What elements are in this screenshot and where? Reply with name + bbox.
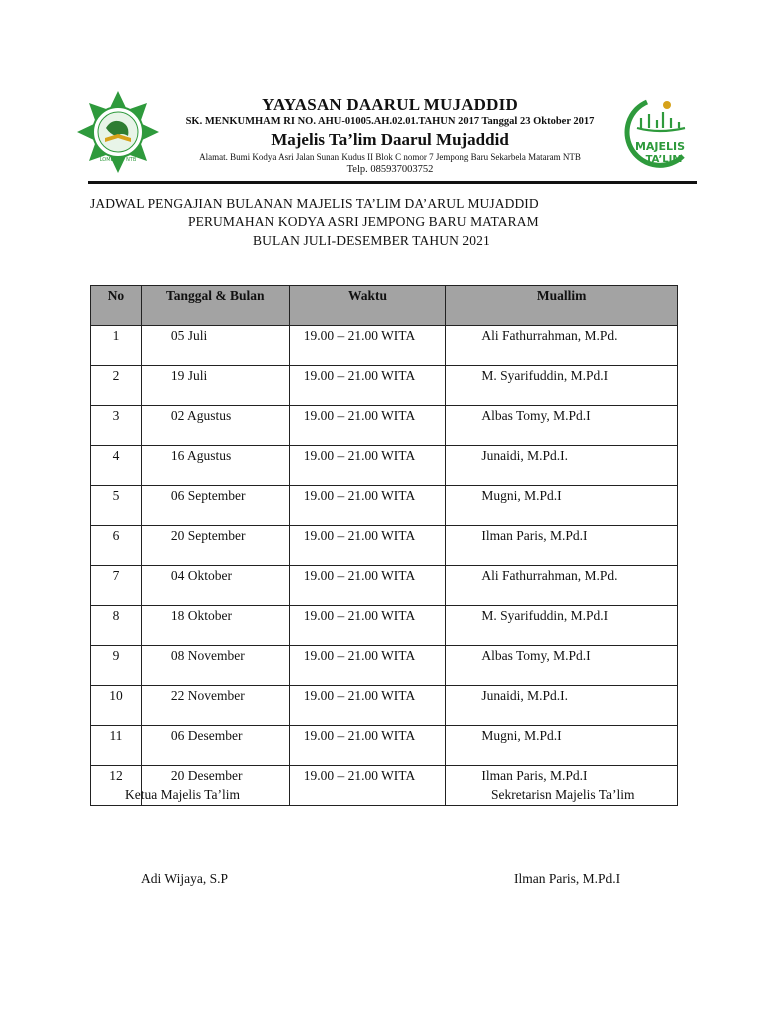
cell-teacher: Junaidi, M.Pd.I. — [446, 446, 678, 486]
yayasan-logo — [76, 90, 160, 174]
document-title-line-2: PERUMAHAN KODYA ASRI JEMPONG BARU MATARAM — [188, 214, 539, 229]
majelis-logo-text-2: TA’LIM — [645, 154, 683, 165]
cell-teacher: Albas Tomy, M.Pd.I — [446, 406, 678, 446]
cell-time: 19.00 – 21.00 WITA — [289, 406, 446, 446]
table-row — [91, 726, 678, 766]
cell-time: 19.00 – 21.00 WITA — [289, 326, 446, 366]
cell-teacher: Ilman Paris, M.Pd.I — [446, 766, 678, 806]
cell-teacher: M. Syarifuddin, M.Pd.I — [446, 606, 678, 646]
cell-teacher: Albas Tomy, M.Pd.I — [446, 646, 678, 686]
schedule-table — [90, 285, 678, 806]
cell-teacher: Ilman Paris, M.Pd.I — [446, 526, 678, 566]
cell-time: 19.00 – 21.00 WITA — [289, 566, 446, 606]
org-phone: Telp. 085937003752 — [346, 164, 434, 175]
chairman-name: Adi Wijaya, S.P — [141, 871, 228, 886]
org-name: YAYASAN DAARUL MUJADDID — [262, 95, 518, 114]
cell-teacher: Ali Fathurrahman, M.Pd. — [446, 566, 678, 606]
cell-time: 19.00 – 21.00 WITA — [289, 686, 446, 726]
cell-no: 5 — [91, 486, 142, 526]
cell-date: 19 Juli — [141, 366, 289, 406]
cell-teacher: Mugni, M.Pd.I — [446, 486, 678, 526]
table-row — [91, 606, 678, 646]
cell-time: 19.00 – 21.00 WITA — [289, 446, 446, 486]
cell-no: 1 — [91, 326, 142, 366]
cell-no: 9 — [91, 646, 142, 686]
table-row — [91, 486, 678, 526]
table-row — [91, 646, 678, 686]
secretary-title: Sekretarisn Majelis Ta’lim — [491, 787, 635, 802]
cell-time: 19.00 – 21.00 WITA — [289, 726, 446, 766]
yayasan-logo-text: LOMBOK - NTB — [99, 157, 137, 163]
org-sk-number: SK. MENKUMHAM RI NO. AHU-01005.AH.02.01.TAHUN 2017 Tanggal 23 Oktober 2017 — [185, 116, 595, 127]
cell-no: 12 — [91, 766, 142, 806]
table-row — [91, 406, 678, 446]
cell-teacher: M. Syarifuddin, M.Pd.I — [446, 366, 678, 406]
cell-no: 10 — [91, 686, 142, 726]
document-title-line-3: BULAN JULI-DESEMBER TAHUN 2021 — [253, 233, 490, 248]
cell-date: 22 November — [141, 686, 289, 726]
cell-no: 2 — [91, 366, 142, 406]
table-row — [91, 446, 678, 486]
cell-date: 18 Oktober — [141, 606, 289, 646]
cell-date: 06 Desember — [141, 726, 289, 766]
cell-date: 16 Agustus — [141, 446, 289, 486]
cell-date: 06 September — [141, 486, 289, 526]
majelis-logo-text-1: MAJELIS — [634, 140, 686, 153]
header-date: Tanggal & Bulan — [141, 286, 289, 326]
header-no: No — [91, 286, 142, 326]
table-row — [91, 686, 678, 726]
header-teacher: Muallim — [446, 286, 678, 326]
table-header-row — [91, 286, 678, 326]
cell-time: 19.00 – 21.00 WITA — [289, 766, 446, 806]
cell-date: 05 Juli — [141, 326, 289, 366]
cell-no: 6 — [91, 526, 142, 566]
org-address: Alamat. Bumi Kodya Asri Jalan Sunan Kudus II Blok C nomor 7 Jempong Baru Sekarbela Mataram NTB — [199, 152, 581, 162]
majelis-name: Majelis Ta’lim Daarul Mujaddid — [271, 130, 509, 149]
cell-no: 8 — [91, 606, 142, 646]
cell-no: 4 — [91, 446, 142, 486]
header-time: Waktu — [289, 286, 446, 326]
cell-date: 20 September — [141, 526, 289, 566]
cell-teacher: Mugni, M.Pd.I — [446, 726, 678, 766]
cell-date: 20 Desember — [141, 766, 289, 806]
cell-no: 3 — [91, 406, 142, 446]
cell-date: 08 November — [141, 646, 289, 686]
cell-time: 19.00 – 21.00 WITA — [289, 526, 446, 566]
secretary-name: Ilman Paris, M.Pd.I — [514, 871, 621, 886]
cell-date: 02 Agustus — [141, 406, 289, 446]
cell-time: 19.00 – 21.00 WITA — [289, 366, 446, 406]
cell-no: 11 — [91, 726, 142, 766]
document-title-line-1: JADWAL PENGAJIAN BULANAN MAJELIS TA’LIM DA’ARUL MUJADDID — [90, 196, 539, 211]
cell-time: 19.00 – 21.00 WITA — [289, 646, 446, 686]
majelis-logo — [623, 98, 695, 170]
chairman-title: Ketua Majelis Ta’lim — [125, 787, 241, 802]
cell-teacher: Junaidi, M.Pd.I. — [446, 686, 678, 726]
table-row — [91, 326, 678, 366]
header-divider — [88, 181, 697, 184]
table-row — [91, 366, 678, 406]
cell-date: 04 Oktober — [141, 566, 289, 606]
cell-time: 19.00 – 21.00 WITA — [289, 486, 446, 526]
cell-time: 19.00 – 21.00 WITA — [289, 606, 446, 646]
cell-teacher: Ali Fathurrahman, M.Pd. — [446, 326, 678, 366]
table-row — [91, 566, 678, 606]
table-row — [91, 526, 678, 566]
cell-no: 7 — [91, 566, 142, 606]
